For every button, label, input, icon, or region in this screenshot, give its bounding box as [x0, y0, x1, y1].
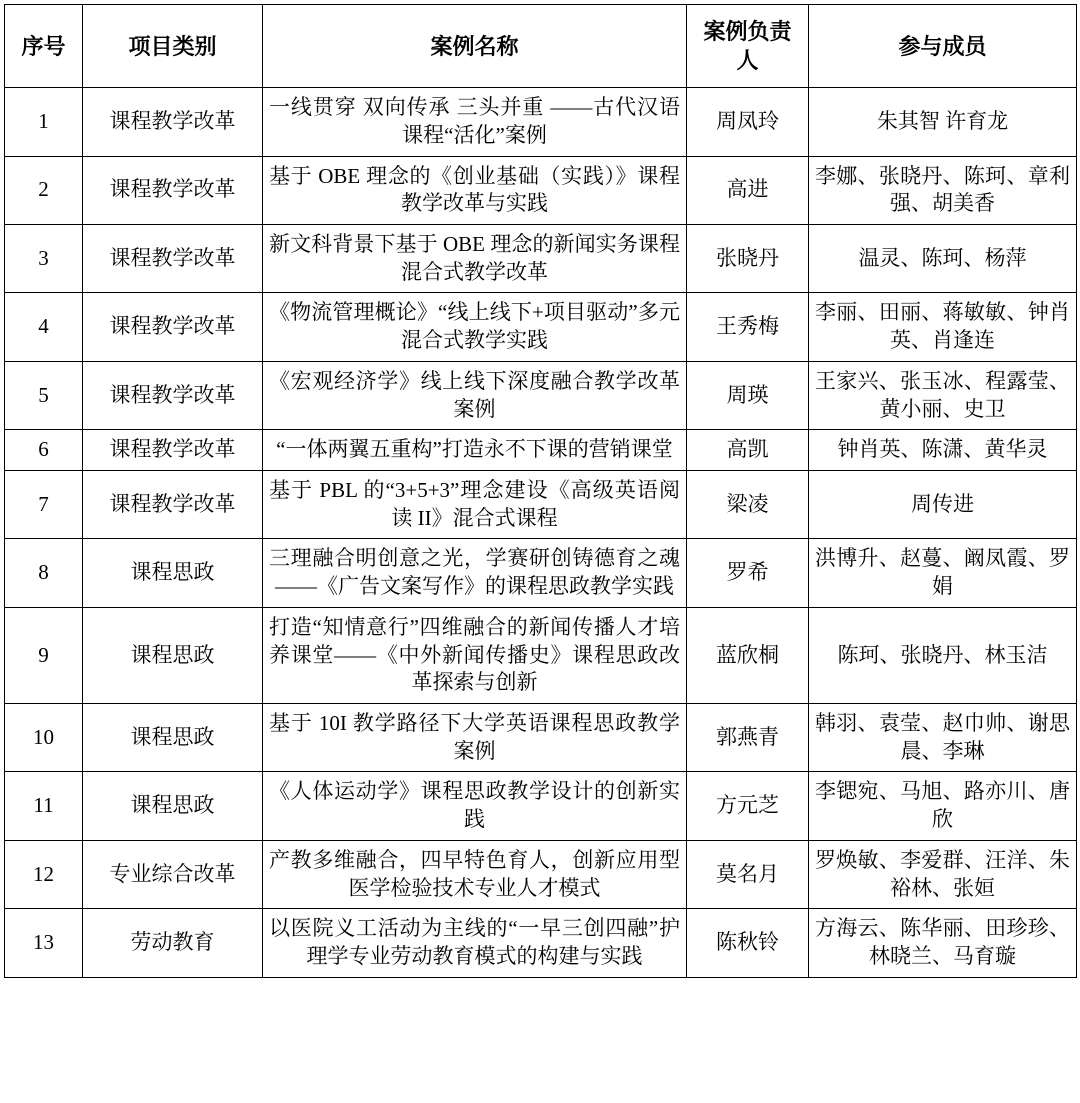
- cell-no: 6: [5, 430, 83, 471]
- cell-no: 9: [5, 607, 83, 703]
- cell-members: 韩羽、袁莹、赵巾帅、谢思晨、李琳: [809, 704, 1077, 772]
- table-row: [5, 704, 1077, 772]
- cell-members: 陈珂、张晓丹、林玉洁: [809, 607, 1077, 703]
- cell-category: 劳动教育: [83, 909, 263, 977]
- cell-title: 三理融合明创意之光，学赛研创铸德育之魂——《广告文案写作》的课程思政教学实践: [263, 539, 687, 607]
- cell-leader: 梁凌: [687, 470, 809, 538]
- table-header-row: [5, 5, 1077, 88]
- cell-members: 钟肖英、陈潇、黄华灵: [809, 430, 1077, 471]
- table-row: [5, 361, 1077, 429]
- cell-leader: 方元芝: [687, 772, 809, 840]
- cell-members: 温灵、陈珂、杨萍: [809, 224, 1077, 292]
- cell-members: 李锶宛、马旭、路亦川、唐欣: [809, 772, 1077, 840]
- table-row: [5, 909, 1077, 977]
- cell-leader: 蓝欣桐: [687, 607, 809, 703]
- cell-leader: 高凯: [687, 430, 809, 471]
- cell-leader: 周瑛: [687, 361, 809, 429]
- cell-category: 课程教学改革: [83, 430, 263, 471]
- cell-title: 基于 10I 教学路径下大学英语课程思政教学案例: [263, 704, 687, 772]
- cell-title: 基于 PBL 的“3+5+3”理念建设《高级英语阅读 II》混合式课程: [263, 470, 687, 538]
- table-row: [5, 539, 1077, 607]
- cell-leader: 张晓丹: [687, 224, 809, 292]
- cell-title: 打造“知情意行”四维融合的新闻传播人才培养课堂——《中外新闻传播史》课程思政改革探索与创新: [263, 607, 687, 703]
- cell-members: 罗焕敏、李爱群、汪洋、朱裕林、张姮: [809, 840, 1077, 908]
- cell-title: 基于 OBE 理念的《创业基础（实践）》课程教学改革与实践: [263, 156, 687, 224]
- cell-no: 12: [5, 840, 83, 908]
- cell-members: 王家兴、张玉冰、程露莹、黄小丽、史卫: [809, 361, 1077, 429]
- cell-no: 13: [5, 909, 83, 977]
- cell-no: 2: [5, 156, 83, 224]
- cell-category: 课程思政: [83, 772, 263, 840]
- column-header-category: 项目类别: [83, 5, 263, 88]
- column-header-no: 序号: [5, 5, 83, 88]
- table-row: [5, 156, 1077, 224]
- column-header-title: 案例名称: [263, 5, 687, 88]
- cell-category: 课程教学改革: [83, 293, 263, 361]
- cell-category: 专业综合改革: [83, 840, 263, 908]
- cell-members: 李丽、田丽、蒋敏敏、钟肖英、肖逢连: [809, 293, 1077, 361]
- cell-no: 4: [5, 293, 83, 361]
- table-body: [5, 88, 1077, 978]
- cell-title: 《人体运动学》课程思政教学设计的创新实践: [263, 772, 687, 840]
- cell-title: 《物流管理概论》“线上线下+项目驱动”多元混合式教学实践: [263, 293, 687, 361]
- column-header-members: 参与成员: [809, 5, 1077, 88]
- cell-no: 11: [5, 772, 83, 840]
- cell-leader: 周凤玲: [687, 88, 809, 156]
- table-header: [5, 5, 1077, 88]
- cell-no: 8: [5, 539, 83, 607]
- cell-leader: 王秀梅: [687, 293, 809, 361]
- table-row: [5, 293, 1077, 361]
- cell-category: 课程教学改革: [83, 224, 263, 292]
- cell-no: 7: [5, 470, 83, 538]
- cell-title: 新文科背景下基于 OBE 理念的新闻实务课程混合式教学改革: [263, 224, 687, 292]
- cell-no: 10: [5, 704, 83, 772]
- cell-category: 课程教学改革: [83, 470, 263, 538]
- cell-no: 5: [5, 361, 83, 429]
- table-row: [5, 772, 1077, 840]
- cell-members: 李娜、张晓丹、陈珂、章利强、胡美香: [809, 156, 1077, 224]
- cell-title: “一体两翼五重构”打造永不下课的营销课堂: [263, 430, 687, 471]
- table-row: [5, 607, 1077, 703]
- cell-leader: 罗希: [687, 539, 809, 607]
- table-row: [5, 430, 1077, 471]
- cell-title: 以医院义工活动为主线的“一早三创四融”护理学专业劳动教育模式的构建与实践: [263, 909, 687, 977]
- cell-members: 方海云、陈华丽、田珍珍、林晓兰、马育璇: [809, 909, 1077, 977]
- cell-leader: 郭燕青: [687, 704, 809, 772]
- cell-no: 1: [5, 88, 83, 156]
- case-list-table: [4, 4, 1077, 978]
- cell-members: 朱其智 许育龙: [809, 88, 1077, 156]
- cell-category: 课程思政: [83, 607, 263, 703]
- cell-category: 课程思政: [83, 704, 263, 772]
- cell-category: 课程教学改革: [83, 88, 263, 156]
- cell-members: 洪博升、赵蔓、阚凤霞、罗娟: [809, 539, 1077, 607]
- cell-leader: 高进: [687, 156, 809, 224]
- table-row: [5, 88, 1077, 156]
- cell-members: 周传进: [809, 470, 1077, 538]
- column-header-leader: 案例负责人: [687, 5, 809, 88]
- cell-title: 产教多维融合，四早特色育人，创新应用型医学检验技术专业人才模式: [263, 840, 687, 908]
- cell-category: 课程教学改革: [83, 361, 263, 429]
- cell-leader: 陈秋铃: [687, 909, 809, 977]
- table-row: [5, 224, 1077, 292]
- cell-title: 一线贯穿 双向传承 三头并重 ——古代汉语课程“活化”案例: [263, 88, 687, 156]
- cell-category: 课程教学改革: [83, 156, 263, 224]
- cell-category: 课程思政: [83, 539, 263, 607]
- cell-no: 3: [5, 224, 83, 292]
- table-row: [5, 470, 1077, 538]
- table-row: [5, 840, 1077, 908]
- cell-title: 《宏观经济学》线上线下深度融合教学改革案例: [263, 361, 687, 429]
- cell-leader: 莫名月: [687, 840, 809, 908]
